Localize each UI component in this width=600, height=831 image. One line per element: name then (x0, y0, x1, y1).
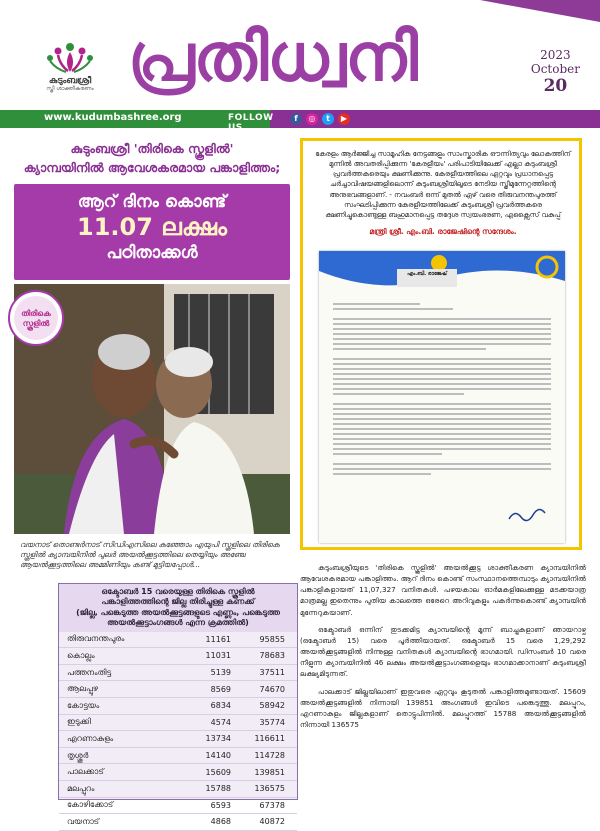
web-bar-green (0, 110, 274, 133)
headline-line-2: ക്യാമ്പയിനിൽ ആവേശകരമായ പങ്കാളിത്തം; (23, 159, 281, 175)
member-count: 40872 (259, 817, 285, 827)
article-paragraph: പാലക്കാട് ജില്ലയിലാണ് ഇതുവരെ ഏറ്റവും കൂടുതൽ പങ്കാളിത്തമുണ്ടായത്. 15609 അയൽക്കൂട്ടങ്ങളിൽ നിന്നായി 139851 അംഗങ്ങൾ ഇവിടെ പങ്കെടുത്തു. മലപ്പുറം, എറണാകുളം ജില്ലകളാണ് തൊട്ടുപിന്നിൽ. മലപ്പുറത്ത് 15788 അയൽക്കൂട്ടങ്ങളിൽ നിന്നായി 136575 (300, 686, 586, 730)
member-count: 114728 (254, 751, 285, 761)
nhg-count: 5139 (210, 668, 231, 678)
nhg-count: 6593 (210, 800, 231, 810)
instagram-icon[interactable]: ◎ (306, 113, 318, 125)
member-count: 78683 (259, 651, 285, 661)
letter-body (333, 303, 551, 478)
district-name: മലപ്പുറം (67, 783, 95, 793)
district-name: വയനാട് (67, 816, 100, 826)
nhg-count: 14140 (205, 751, 231, 761)
highlight-line-1: ആറ് ദിനം കൊണ്ട് (77, 192, 227, 212)
table-row (59, 698, 297, 715)
nhg-count: 15788 (205, 784, 231, 794)
table-row (59, 632, 297, 649)
member-count: 95855 (259, 634, 285, 644)
district-name: ഇടുക്കി (67, 717, 91, 727)
member-count: 136575 (254, 784, 285, 794)
table-row (59, 814, 297, 831)
table-heading-line-4: അയൽക്കൂട്ടാംഗങ്ങൾ എന്ന ക്രമത്തിൽ) (107, 618, 249, 628)
twitter-icon[interactable]: t (322, 113, 334, 125)
table-row (59, 764, 297, 781)
table-row (59, 648, 297, 665)
table-row (59, 781, 297, 798)
article-paragraph: കുടുംബശ്രീയുടെ 'തിരികെ സ്കൂളിൽ' അയൽക്കൂട്ട ശാക്തീകരണ ക്യാമ്പയിനിൽ ആവേശകരമായ പങ്കാളിത്തം. ആറ് ദിനം കൊണ്ട് സംസ്ഥാനത്തെമ്പാടും ക്യാമ്പയിനിൽ പങ്കാളികളായത് 11,07,327 വനിതകൾ. പഴയകാല ഓർമകളിലേക്കുള്ള മടക്കയാത്ര മാത്രമല്ല ഇതെന്നും പുതിയ കാലത്തെ ഒരേറെ അറിവുകളും പകർന്നുകൊണ്ട് ക്യാമ്പയിൻ മുന്നേറുകയാണ്. (300, 563, 586, 617)
member-count: 139851 (254, 767, 285, 777)
table-heading-line-1: ഒക്ടോബർ 15 വരെയുള്ള തിരികെ സ്കൂളിൽ (101, 587, 255, 596)
message-signature: മന്ത്രി ശ്രീ. എം.ബി. രാജേഷിന്റെ സന്ദേശം. (369, 227, 517, 236)
district-table (58, 583, 298, 827)
minister-message-box (300, 138, 582, 550)
letter-image (319, 251, 565, 543)
logo-flower-icon (44, 40, 96, 74)
member-count: 116611 (254, 734, 285, 744)
logo-tagline: സ്ത്രീ ശാക്തീകരണം (46, 86, 94, 92)
photo-caption: വയനാട് തൊണ്ടർനാട് സിഡിഎസിലെ കുഞ്ഞോം എയുപി സ്കൂളിലെ തിരികെ സ്കൂളിൽ ക്യാമ്പയിനിൽ പുലർ അയൽക്കൂട്ടത്തിലെ തെയ്യിയും അഞ്ചേ ആയൽക്കൂട്ടത്തിലെ അമ്മിണിയും കണ്ട് മുട്ടിയപ്പോൾ... (20, 540, 280, 570)
district-name: തിരുവനന്തപുരം (67, 634, 125, 644)
main-headline (14, 140, 290, 178)
nhg-count: 4868 (210, 817, 231, 827)
table-row (59, 748, 297, 765)
district-name: പാലക്കാട് (67, 767, 104, 777)
nhg-count: 11031 (205, 651, 231, 661)
table-heading (59, 584, 297, 632)
issue-year: 2023 (540, 48, 571, 62)
highlight-box (14, 184, 290, 280)
signature-icon (507, 507, 547, 525)
corner-decoration (480, 0, 600, 22)
member-count: 67378 (259, 800, 285, 810)
issue-day: 20 (543, 76, 568, 96)
district-name: ആലപ്പുഴ (67, 684, 98, 694)
website-link[interactable]: www.kudumbashree.org (44, 112, 182, 123)
nhg-count: 4574 (210, 717, 231, 727)
nhg-count: 11161 (205, 634, 231, 644)
table-row (59, 665, 297, 682)
district-name: തൃശ്ശൂർ (67, 750, 89, 760)
kudumbashree-logo (30, 40, 110, 93)
table-row (59, 731, 297, 748)
follow-us-label: FOLLOW US (228, 113, 274, 133)
youtube-icon[interactable]: ▶ (338, 113, 350, 125)
district-name: കോട്ടയം (67, 700, 100, 710)
web-bar (0, 110, 600, 133)
main-article (300, 562, 586, 736)
member-count: 58942 (259, 701, 285, 711)
badge-text: തിരികെ സ്കൂളിൽ (21, 309, 51, 328)
district-name: കൊല്ലം (67, 650, 95, 660)
article-paragraph: ഒക്ടോബർ ഒന്നിന് തുടക്കമിട്ട ക്യാമ്പയിന്റെ മൂന്ന് ബാച്ചുകളാണ് ഞായറാഴ്ച (ഒക്ടോബർ 15) വരെ പൂർത്തിയായത്. ഒക്ടോബർ 15 വരെ 1,29,292 അയൽക്കൂട്ടങ്ങളിൽ നിന്നുള്ള വനിതകൾ ക്യാമ്പയിന്റെ ഭാഗമായി. ഡിസംബർ 10 വരെ നീളുന്ന ക്യാമ്പയിനിൽ 46 ലക്ഷം അയൽക്കൂട്ടാംഗങ്ങളെയും ഭാഗമാക്കാനാണ് കുടുംബശ്രീ ലക്ഷ്യമിടുന്നത്. (300, 624, 586, 679)
table-heading-line-2: പങ്കാളിത്തത്തിന്റെ ജില്ല തിരിച്ചുള്ള കണക്ക് (101, 597, 255, 607)
member-count: 37511 (259, 668, 285, 678)
table-body (59, 632, 297, 831)
member-count: 35774 (259, 717, 285, 727)
table-row (59, 798, 297, 815)
letter-sender: എം.ബി. രാജേഷ് (397, 269, 457, 287)
highlight-line-2: 11.07 ലക്ഷം (77, 213, 227, 241)
district-name: എറണാകുളം (67, 733, 114, 743)
table-row (59, 715, 297, 732)
table-row (59, 681, 297, 698)
nhg-count: 6834 (210, 701, 231, 711)
issue-month: October (530, 62, 580, 76)
nhg-count: 15609 (205, 767, 231, 777)
campaign-badge (8, 290, 64, 346)
message-text: കേരളം ആർജ്ജിച്ച സാമൂഹിക നേട്ടങ്ങളും സാംസ്കാരിക ഔന്നിത്യവും ലോകത്തിന് മുന്നിൽ അവതരിപ്പിക്കുന്ന 'കേരളീയം' പരിപാടിയിലേക്ക് എല്ലാ കുടുംബശ്രീ പ്രവർത്തകരെയും ക്ഷണിക്കുന്നു. കേരളീയത്തിലെ ഏറ്റവും പ്രധാനപ്പെട്ട ചർച്ചാവിഷയങ്ങളിലൊന്ന് കുടുംബശ്രീയിലൂടെ നേടിയ സ്ത്രീമുന്നേറ്റത്തിന്റെ അനുഭവങ്ങളാണ്. - നവംബർ ഒന്ന് മുതൽ ഏഴ് വരെ തിരുവനന്തപുരത്ത് സംഘടിപ്പിക്കുന്ന കേരളീയത്തിലേക്ക് കുടുംബശ്രീ പ്രവർത്തകരെ ക്ഷണിച്ചുകൊണ്ടുള്ള ബഹുമാനപ്പെട്ട തദ്ദേശ സ്വയംഭരണ, എക്സൈസ് വകുപ്പ് (315, 150, 571, 219)
district-name: പത്തനംതിട്ട (67, 667, 112, 677)
nhg-count: 13734 (205, 734, 231, 744)
letter-header (319, 251, 565, 295)
newsletter-title: പ്രതിധ്വനി (128, 18, 417, 96)
highlight-line-3: പഠിതാക്കൾ (106, 243, 198, 263)
logo-name: കുടുംബശ്രീ (48, 76, 92, 86)
headline-line-1: കുടുംബശ്രീ 'തിരികെ സ്കൂളിൽ' (70, 141, 234, 156)
district-name: കോഴിക്കോട് (67, 800, 114, 810)
facebook-icon[interactable]: f (290, 113, 302, 125)
nhg-count: 8569 (210, 684, 231, 694)
issue-date (531, 48, 580, 96)
masthead (0, 0, 600, 112)
table-heading-line-3: (ജില്ല, പങ്കെടുത്ത അയൽക്കൂട്ടങ്ങളുടെ എണ്ണം, പങ്കെടുത്ത (76, 607, 280, 617)
member-count: 74670 (259, 684, 285, 694)
